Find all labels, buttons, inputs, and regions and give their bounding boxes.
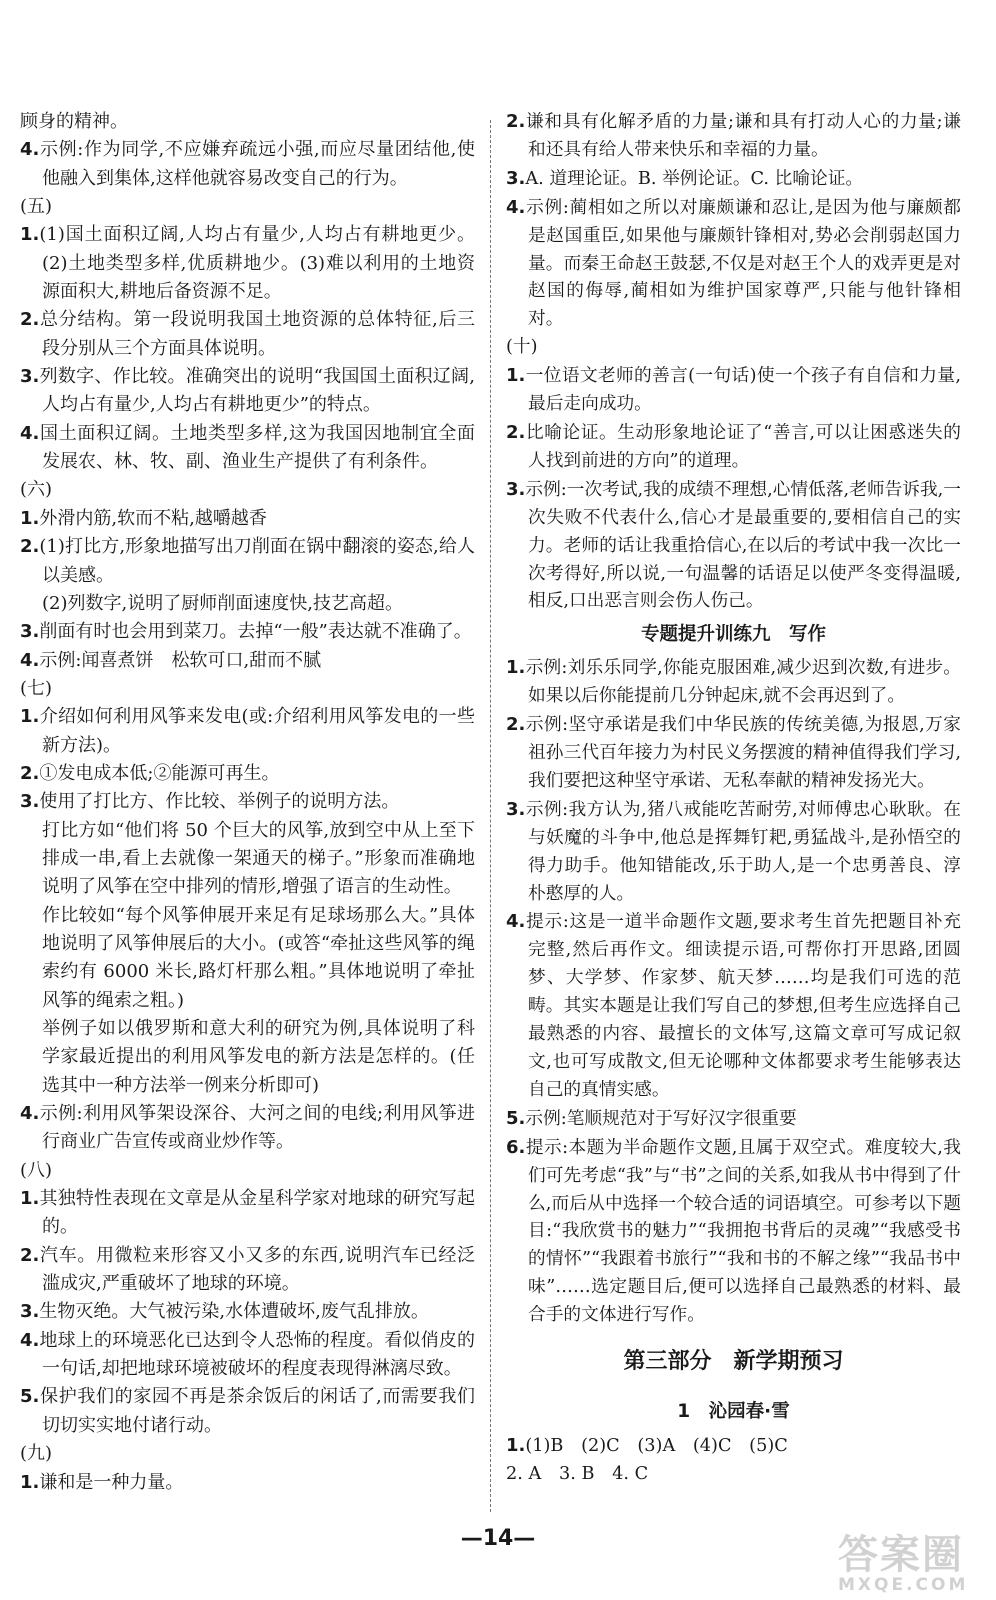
answer-text: 国土面积辽阔。土地类型多样,这为我国因地制宜全面发展农、林、牧、副、渔业生产提供了有利条件。 [39,422,475,473]
page-number: —14— [460,1526,536,1551]
answer-item [20,1469,475,1497]
answer-number: 4. [506,196,526,218]
answer-number: 3. [20,621,40,643]
answer-item [20,1298,475,1326]
answer-item [506,476,961,617]
answer-text: 示例:我方认为,猪八戒能吃苦耐劳,对师傅忠心耿耿。在与妖魔的斗争中,他总是挥舞钉耙,勇猛战斗,是孙悟空的得力助手。他知错能改,乐于助人,是一个忠勇善良、淳朴憨厚的人。 [525,799,961,904]
answer-item [506,194,961,335]
answer-item [20,1015,475,1100]
answer-text: 列数字、作比较。准确突出的说明“我国国土面积辽阔,人均占有量少,人均占有耕地更少”的特点。 [39,366,475,416]
answer-number: 2. [506,421,526,443]
answer-text: (八) [20,1159,53,1181]
answer-text: 谦和是一种力量。 [39,1471,184,1493]
answer-text: 示例:蔺相如之所以对廉颇谦和忍让,是因为他与廉颇都是赵国重臣,如果他与廉颇针锋相对,势必会削弱赵国力量。而秦王命赵王鼓瑟,不仅是对赵王个人的戏弄更是对赵国的侮辱,蔺相如为维护国家尊严,只能与他针锋相对。 [525,197,961,330]
answer-text: A. 道理论证。B. 举例论证。C. 比喻论证。 [525,168,864,189]
watermark-logo-text: 答案圈 [838,1532,964,1578]
answer-number: 6. [506,1136,526,1158]
answer-item [20,533,475,590]
answer-item [20,476,475,504]
answer-item [20,1157,475,1185]
answer-number: 4. [20,139,40,161]
answer-text: (1)国土面积辽阔,人均占有量少,人均占有耕地更少。(2)土地类型多样,优质耕地少。(3)难以利用的土地资源面积大,耕地后备资源不足。 [39,224,475,303]
answer-number: 1. [506,365,526,387]
answer-item [20,306,475,363]
watermark-url: MXQE.COM [838,1575,969,1595]
answer-item [20,221,475,306]
answer-number: 3. [20,1301,40,1323]
answer-text: 使用了打比方、作比较、举例子的说明方法。 [39,791,400,813]
answer-text: 提示:这是一道半命题作文题,要求考生首先把题目补充完整,然后再作文。细读提示语,可帮你打开思路,团圆梦、大学梦、作家梦、航天梦……均是我们可选的范畴。其实本题是让我们写自己的梦想,但考生应选择自己最熟悉的内容、最擅长的文体写,这篇文章可写成记叙文,也可写成散文,但无论哪种文体都要求考生能够表达自己的真情实感。 [525,912,961,1100]
answer-number: 3. [506,167,526,189]
answer-item [20,647,475,675]
answer-number: 2. [20,309,40,331]
answer-text: 顾身的精神。 [20,111,128,132]
answer-text: (1)B (2)C (3)A (4)C (5)C [525,1436,788,1457]
answer-number: 1. [20,1471,40,1493]
answer-number: 4. [506,911,526,933]
answer-number: 5. [506,1107,526,1129]
answer-item [20,193,475,221]
answer-number: 3. [506,478,526,500]
answer-text: (六) [20,479,53,501]
answer-item [20,618,475,646]
answer-item [20,108,475,136]
answer-text: 示例:一次考试,我的成绩不理想,心情低落,老师告诉我,一次失败不代表什么,信心才是最重要的,要相信自己的实力。老师的话让我重拾信心,在以后的考试中我一次比一次考得好,所以说,一句温馨的话语足以使严冬变得温暖,相反,口出恶言则会伤人伤己。 [525,479,961,612]
part-heading: 第三部分 新学期预习 [623,1349,844,1375]
answer-item [20,703,475,760]
answer-text: 其独特性表现在文章是从金星科学家对地球的研究写起的。 [39,1188,475,1238]
answer-number: 1. [20,1188,40,1210]
answer-number: 4. [20,1103,40,1125]
answer-text: 作比较如“每个风筝伸展开来足有足球场那么大。”具体地说明了风筝伸展后的大小。(或答“牵扯这些风筝的绳索约有 6000 米长,路灯杆那么粗。”具体地说明了牵扯风筝的绳索之粗。) [42,904,475,1011]
answer-item [506,796,961,909]
answer-item [20,505,475,533]
answer-text: 一位语文老师的善言(一句话)使一个孩子有自信和力量,最后走向成功。 [525,366,961,415]
answer-text: 地球上的环境恶化已达到令人恐怖的程度。看似俏皮的一句话,却把地球环境被破坏的程度表现得淋漓尽致。 [39,1329,475,1380]
answer-item [506,108,961,165]
answer-item [506,654,961,711]
answer-item [506,1461,961,1489]
answer-text: 谦和具有化解矛盾的力量;谦和具有打动人心的力量;谦和还具有给人带来快乐和幸福的力量。 [525,112,961,160]
answer-text: 示例:作为同学,不应嫌弃疏远小强,而应尽量团结他,使他融入到集体,这样他就容易改变自己的行为。 [39,139,475,189]
answer-item [506,1134,961,1330]
answer-item [20,136,475,193]
answer-item [20,590,475,618]
column-divider [490,120,491,1512]
answer-item [20,1440,475,1468]
answer-item [506,1432,961,1461]
answer-number: 5. [20,1386,40,1408]
answer-number: 3. [20,791,40,813]
answer-text: 打比方如“他们将 50 个巨大的风筝,放到空中从上至下排成一串,看上去就像一架通天的梯子。”形象而准确地说明了风筝在空中排列的情形,增强了语言的生动性。 [42,819,475,898]
answer-text: 比喻论证。生动形象地论证了“善言,可以让困惑迷失的人找到前进的方向”的道理。 [525,422,961,471]
answer-item [20,363,475,420]
answer-item [20,675,475,703]
answer-text: 生物灭绝。大气被污染,水体遭破坏,废气乱排放。 [39,1301,429,1323]
answer-number: 1. [506,1435,526,1457]
answer-text: (十) [506,337,538,358]
answer-text: (九) [20,1443,53,1465]
answer-number: 3. [506,798,526,820]
answer-number: 3. [20,366,40,388]
left-column [20,108,475,1497]
answer-item [20,902,475,1015]
answer-text: 保护我们的家园不再是茶余饭后的闲话了,而需要我们切切实实地付诸行动。 [39,1386,475,1436]
answer-number: 1. [20,706,40,728]
answer-text: 示例:坚守承诺是我们中华民族的传统美德,为报恩,万家祖孙三代百年接力为村民义务摆渡的精神值得我们学习,我们要把这种坚守承诺、无私奉献的精神发扬光大。 [525,715,961,791]
answer-text: 总分结构。第一段说明我国土地资源的总体特征,后三段分别从三个方面具体说明。 [39,309,475,359]
answer-text: 提示:本题为半命题作文题,且属于双空式。难度较大,我们可先考虑“我”与“书”之间的关系,如我从书中得到了什么,而后从中选择一个较合适的词语填空。可参考以下题目:“我欣赏书的魅力”“我拥抱书背后的灵魂”“我感受书的情怀”“我跟着书旅行”“我和书的不解之缘”“我品书中味”……选定题目后,便可以选择自己最熟悉的材料、最合手的文体进行写作。 [525,1137,961,1326]
answer-number: 2. [20,536,40,558]
answer-number: 1. [506,657,526,679]
watermark-logo [838,1534,988,1596]
answer-item [20,788,475,816]
answer-number: 2. [20,1244,40,1266]
answer-item [20,817,475,902]
section-heading: 专题提升训练九 写作 [640,624,826,646]
answer-number: 4. [20,649,40,671]
answer-text: (七) [20,677,53,699]
answer-text: ①发电成本低;②能源可再生。 [39,762,280,784]
lesson-heading: 1 沁园春·雪 [677,1401,790,1423]
answer-item [20,1242,475,1299]
answer-number: 4. [20,422,40,444]
answer-text: 示例:闻喜煮饼 松软可口,甜而不腻 [39,649,322,671]
answer-text: 示例:刘乐乐同学,你能克服困难,减少迟到次数,有进步。如果以后你能提前几分钟起床,就不会再迟到了。 [525,658,961,707]
answer-item [20,1100,475,1157]
answer-number: 4. [20,1329,40,1351]
answer-text: (2)列数字,说明了厨师削面速度快,技艺高超。 [42,592,403,614]
answer-item [20,1185,475,1242]
answer-text: 汽车。用微粒来形容又小又多的东西,说明汽车已经泛滥成灾,严重破坏了地球的环境。 [39,1244,475,1295]
answer-number: 2. [20,762,40,784]
right-column [506,108,961,1489]
answer-item [20,420,475,477]
answer-item [506,419,961,476]
answer-item [506,165,961,194]
answer-item [506,334,961,362]
answer-text: 举例子如以俄罗斯和意大利的研究为例,具体说明了科学家最近提出的利用风筝发电的新方法是怎样的。(任选其中一种方法举一例来分析即可) [42,1018,475,1096]
answer-item [20,1327,475,1384]
answer-item [20,1383,475,1440]
answer-text: 介绍如何利用风筝来发电(或:介绍利用风筝发电的一些新方法)。 [39,706,475,756]
answer-item [506,1105,961,1134]
answer-text: (1)打比方,形象地描写出刀削面在锅中翻滚的姿态,给人以美感。 [39,536,475,586]
answer-number: 2. [506,714,526,736]
answer-item [506,711,961,796]
answer-text: 示例:笔顺规范对于写好汉字很重要 [525,1108,797,1129]
answer-number: 2. [506,111,526,132]
answer-text: (五) [20,196,53,218]
answer-item [506,908,961,1104]
answer-number: 1. [20,224,40,246]
answer-text: 示例:利用风筝架设深谷、大河之间的电线;利用风筝进行商业广告宣传或商业炒作等。 [39,1103,475,1153]
answer-item [506,362,961,419]
answer-text: 外滑内筋,软而不粘,越嚼越香 [39,507,267,529]
answer-item [20,760,475,788]
answer-text: 2. A 3. B 4. C [506,1463,649,1484]
answer-text: 削面有时也会用到菜刀。去掉“一般”表达就不准确了。 [39,621,472,643]
answer-number: 1. [20,507,40,529]
